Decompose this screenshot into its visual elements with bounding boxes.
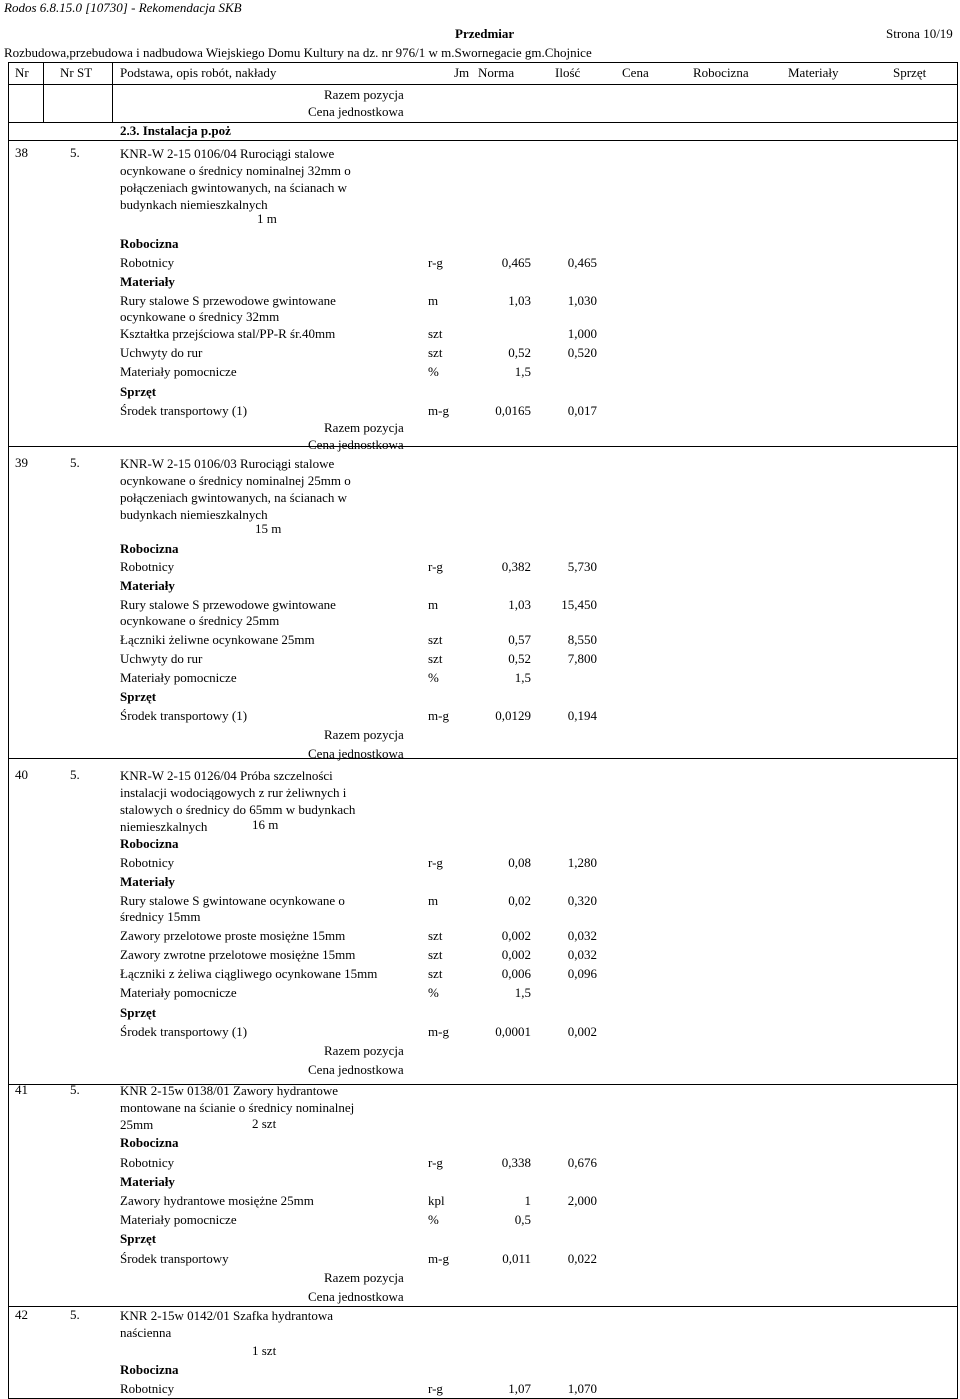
material-norma: 1,03	[508, 597, 531, 612]
equipment-ilosc: 0,194	[567, 708, 597, 723]
col-header: Nr ST	[60, 65, 93, 80]
robocizna-heading: Robocizna	[120, 236, 179, 251]
materialy-heading: Materiały	[120, 874, 175, 889]
material-unit: szt	[428, 345, 443, 360]
cena-jednostkowa-label: Cena jednostkowa	[308, 1289, 404, 1304]
equipment-unit: m-g	[428, 403, 449, 418]
cena-jednostkowa-label: Cena jednostkowa	[308, 104, 404, 119]
material-norma: 0,5	[514, 1212, 531, 1227]
material-unit: %	[428, 985, 439, 1000]
materialy-heading: Materiały	[120, 578, 175, 593]
cena-jednostkowa-label: Cena jednostkowa	[308, 437, 404, 452]
item-quantity: 1 szt	[252, 1343, 277, 1358]
app-title: Rodos 6.8.15.0 [10730] - Rekomendacja SKB	[4, 0, 242, 15]
item-st: 5.	[70, 455, 80, 470]
item-quantity: 15 m	[255, 521, 282, 536]
razem-pozycja-label: Razem pozycja	[324, 1270, 404, 1285]
material-ilosc: 0,032	[567, 928, 597, 943]
material-name: Materiały pomocnicze	[120, 364, 237, 379]
material-ilosc: 7,800	[567, 651, 597, 666]
robocizna-heading: Robocizna	[120, 541, 179, 556]
material-ilosc: 15,450	[561, 597, 597, 612]
robocizna-heading: Robocizna	[120, 836, 179, 851]
material-norma: 1,03	[508, 293, 531, 308]
resource-norma: 0,338	[501, 1155, 531, 1170]
sprzet-heading: Sprzęt	[120, 689, 157, 704]
col-border	[43, 62, 44, 122]
material-unit: szt	[428, 947, 443, 962]
item-description: KNR-W 2-15 0106/03 Rurociągi stalowe ocynkowane o średnicy nominalnej 25mm o połączeniach gwintowanych, na ścianach w budynkach niemieszkalnych	[120, 456, 351, 522]
resource-ilosc: 5,730	[567, 559, 597, 574]
item-description: KNR 2-15w 0138/01 Zawory hydrantowe montowane na ścianie o średnicy nominalnej 25mm	[120, 1083, 355, 1132]
item-st: 5.	[70, 145, 80, 160]
razem-pozycja-label: Razem pozycja	[324, 1043, 404, 1058]
doc-title: Przedmiar	[455, 26, 515, 41]
col-header: Sprzęt	[893, 65, 927, 80]
col-border	[8, 62, 9, 1399]
item-quantity: 1 m	[257, 211, 277, 226]
col-header: Jm	[454, 65, 470, 80]
item-description: KNR-W 2-15 0126/04 Próba szczelności instalacji wodociągowych z rur żeliwnych i stalowych o średnicy do 65mm w budynkach niemieszkalnych	[120, 768, 356, 834]
material-name: Zawory przelotowe proste mosiężne 15mm	[120, 928, 346, 943]
item-number: 38	[15, 145, 28, 160]
material-unit: m	[428, 293, 439, 308]
section-title: 2.3. Instalacja p.poż	[120, 123, 231, 138]
material-norma: 0,02	[508, 893, 531, 908]
resource-unit: r-g	[428, 255, 443, 270]
resource-ilosc: 1,070	[567, 1381, 597, 1396]
robocizna-heading: Robocizna	[120, 1362, 179, 1377]
material-name: Zawory zwrotne przelotowe mosiężne 15mm	[120, 947, 356, 962]
item-description: KNR 2-15w 0142/01 Szafka hydrantowa naścienna	[120, 1308, 334, 1340]
resource-norma: 0,382	[501, 559, 531, 574]
resource-norma: 0,465	[501, 255, 531, 270]
sprzet-heading: Sprzęt	[120, 1231, 157, 1246]
razem-pozycja-label: Razem pozycja	[324, 420, 404, 435]
material-ilosc: 8,550	[567, 632, 597, 647]
col-header: Materiały	[788, 65, 839, 80]
equipment-unit: m-g	[428, 1024, 449, 1039]
resource-unit: r-g	[428, 1381, 443, 1396]
item-number: 41	[15, 1082, 28, 1097]
item-st: 5.	[70, 1082, 80, 1097]
equipment-norma: 0,0165	[495, 403, 531, 418]
material-unit: m	[428, 893, 439, 908]
resource-norma: 0,08	[508, 855, 531, 870]
equipment-norma: 0,0001	[495, 1024, 531, 1039]
col-header: Robocizna	[693, 65, 749, 80]
col-border	[957, 62, 958, 1399]
resource-name: Robotnicy	[120, 559, 175, 574]
material-norma: 1	[524, 1193, 531, 1208]
robocizna-heading: Robocizna	[120, 1135, 179, 1150]
resource-ilosc: 0,465	[567, 255, 597, 270]
item-quantity: 2 szt	[252, 1116, 277, 1131]
resource-name: Robotnicy	[120, 855, 175, 870]
material-norma: 0,002	[501, 928, 531, 943]
item-number: 40	[15, 767, 28, 782]
resource-unit: r-g	[428, 855, 443, 870]
razem-pozycja-label: Razem pozycja	[324, 87, 404, 102]
material-name: Rury stalowe S przewodowe gwintowane ocynkowane o średnicy 32mm	[120, 293, 336, 324]
resource-name: Robotnicy	[120, 1155, 175, 1170]
equipment-ilosc: 0,017	[567, 403, 597, 418]
equipment-name: Środek transportowy (1)	[120, 708, 248, 723]
header-bottom-border	[8, 84, 957, 85]
material-unit: kpl	[428, 1193, 445, 1208]
item-divider	[8, 758, 957, 759]
item-number: 39	[15, 455, 28, 470]
materialy-heading: Materiały	[120, 274, 175, 289]
material-name: Materiały pomocnicze	[120, 1212, 237, 1227]
material-ilosc: 0,520	[567, 345, 597, 360]
item-number: 42	[15, 1307, 28, 1322]
equipment-norma: 0,011	[502, 1251, 531, 1266]
material-norma: 1,5	[514, 985, 531, 1000]
material-name: Rury stalowe S przewodowe gwintowane ocynkowane o średnicy 25mm	[120, 597, 336, 628]
razem-pozycja-label: Razem pozycja	[324, 727, 404, 742]
equipment-ilosc: 0,002	[567, 1024, 597, 1039]
equipment-name: Środek transportowy	[120, 1251, 229, 1266]
material-name: Łączniki z żeliwa ciągliwego ocynkowane 15mm	[120, 966, 378, 981]
equipment-ilosc: 0,022	[567, 1251, 597, 1266]
material-ilosc: 1,030	[567, 293, 597, 308]
material-ilosc: 0,096	[567, 966, 597, 981]
material-name: Uchwyty do rur	[120, 345, 203, 360]
col-border	[112, 62, 113, 122]
material-norma: 0,52	[508, 345, 531, 360]
material-unit: %	[428, 364, 439, 379]
col-header: Ilość	[555, 65, 581, 80]
material-name: Kształtka przejściowa stal/PP-R śr.40mm	[120, 326, 336, 341]
material-unit: m	[428, 597, 439, 612]
material-unit: szt	[428, 928, 443, 943]
item-quantity: 16 m	[252, 817, 279, 832]
material-name: Zawory hydrantowe mosiężne 25mm	[120, 1193, 314, 1208]
col-header: Cena	[622, 65, 649, 80]
item-st: 5.	[70, 767, 80, 782]
col-header: Nr	[15, 65, 29, 80]
material-norma: 1,5	[514, 670, 531, 685]
section-row-border	[8, 140, 957, 141]
material-unit: szt	[428, 966, 443, 981]
material-norma: 0,006	[501, 966, 531, 981]
equipment-norma: 0,0129	[495, 708, 531, 723]
resource-ilosc: 0,676	[567, 1155, 597, 1170]
material-name: Rury stalowe S gwintowane ocynkowane o średnicy 15mm	[120, 893, 345, 924]
cena-jednostkowa-label: Cena jednostkowa	[308, 1062, 404, 1077]
material-unit: %	[428, 1212, 439, 1227]
col-header: Norma	[478, 65, 515, 80]
material-unit: szt	[428, 326, 443, 341]
resource-name: Robotnicy	[120, 1381, 175, 1396]
item-divider	[8, 446, 957, 447]
material-name: Materiały pomocnicze	[120, 670, 237, 685]
page-number: Strona 10/19	[886, 26, 953, 41]
item-st: 5.	[70, 1307, 80, 1322]
item-description: KNR-W 2-15 0106/04 Rurociągi stalowe ocynkowane o średnicy nominalnej 32mm o połączeniach gwintowanych, na ścianach w budynkach niemieszkalnych	[120, 146, 351, 212]
materialy-heading: Materiały	[120, 1174, 175, 1189]
resource-ilosc: 1,280	[567, 855, 597, 870]
col-header: Podstawa, opis robót, nakłady	[120, 65, 277, 80]
project-title: Rozbudowa,przebudowa i nadbudowa Wiejskiego Domu Kultury na dz. nr 976/1 w m.Swornegacie gm.Chojnice	[4, 45, 592, 60]
material-unit: szt	[428, 632, 443, 647]
cena-jednostkowa-label: Cena jednostkowa	[308, 746, 404, 761]
equipment-name: Środek transportowy (1)	[120, 1024, 248, 1039]
material-norma: 1,5	[514, 364, 531, 379]
material-name: Łączniki żeliwne ocynkowane 25mm	[120, 632, 315, 647]
material-unit: szt	[428, 651, 443, 666]
resource-unit: r-g	[428, 1155, 443, 1170]
material-ilosc: 1,000	[567, 326, 597, 341]
sprzet-heading: Sprzęt	[120, 1005, 157, 1020]
resource-name: Robotnicy	[120, 255, 175, 270]
sprzet-heading: Sprzęt	[120, 384, 157, 399]
material-ilosc: 0,320	[567, 893, 597, 908]
material-name: Uchwyty do rur	[120, 651, 203, 666]
material-name: Materiały pomocnicze	[120, 985, 237, 1000]
equipment-name: Środek transportowy (1)	[120, 403, 248, 418]
material-ilosc: 0,032	[567, 947, 597, 962]
material-ilosc: 2,000	[567, 1193, 597, 1208]
material-unit: %	[428, 670, 439, 685]
material-norma: 0,57	[508, 632, 531, 647]
resource-unit: r-g	[428, 559, 443, 574]
equipment-unit: m-g	[428, 708, 449, 723]
material-norma: 0,52	[508, 651, 531, 666]
material-norma: 0,002	[501, 947, 531, 962]
resource-norma: 1,07	[508, 1381, 531, 1396]
equipment-unit: m-g	[428, 1251, 449, 1266]
table-top-border	[8, 62, 957, 63]
